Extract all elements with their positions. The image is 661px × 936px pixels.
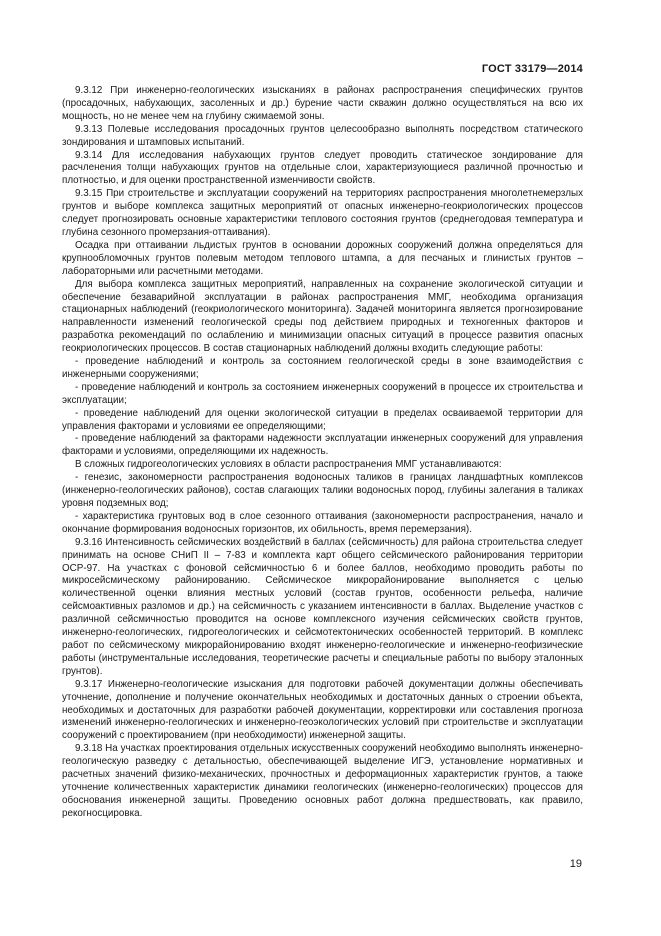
list-item-monitoring-3: - проведение наблюдений для оценки экологической ситуации в пределах осваиваемой территории для управления факторами и условиями ее определяющими; xyxy=(62,407,583,432)
list-item-hydrogeology-2: - характеристика грунтовых вод в слое сезонного оттаивания (закономерности распространения, начало и окончание формирования водоносных горизонтов, их обильность, время перемерзания). xyxy=(62,510,583,535)
paragraph-9-3-15: 9.3.15 При строительстве и эксплуатации сооружений на территориях распространения многолетнемерзлых грунтов и выборе комплекса защитных мероприятий от опасных инженерно-геокриологических процессов следует прогнозировать основные характеристики теплового состояния грунтов (среднегодовая температура и глубина сезонного промерзания-оттаивания). xyxy=(62,188,583,238)
paragraph-9-3-13: 9.3.13 Полевые исследования просадочных грунтов целесообразно выполнять посредством статического зондирования и штамповых испытаний. xyxy=(62,123,583,148)
paragraph-9-3-12: 9.3.12 При инженерно-геологических изысканиях в районах распространения специфических грунтов (просадочных, набухающих, засоленных и др.) бурение части скважин должно осуществляться на всю их мощность, но не менее чем на глубину сжимаемой зоны. xyxy=(62,85,583,122)
paragraph-hydrogeology: В сложных гидрогеологических условиях в области распространения ММГ устанавливаются: xyxy=(75,459,502,471)
list-item-hydrogeology-1: - генезис, закономерности распространения водоносных таликов в границах ландшафтных комплексов (инженерно-геологических районов), состав слагающих талики водоносных пород, глубины залегания в таликах уровня подземных вод; xyxy=(62,472,583,509)
paragraph-9-3-18: 9.3.18 На участках проектирования отдельных искусственных сооружений необходимо выполнять инженерно-геологическую разведку с детальностью, обеспечивающей выделение ИГЭ, установление нормативных и расчетных значений физико-механических, прочностных и деформационных характеристик грунтов, а также уточнение количественных характеристик динамики геологических (инженерно-геологических) процессов для обоснования инженерной защиты. Проведению основных работ должна предшествовать, как правило, рекогносцировка. xyxy=(62,743,583,819)
body-text xyxy=(62,85,583,821)
list-item-monitoring-1: - проведение наблюдений и контроль за состоянием геологической среды в зоне взаимодействия с инженерными сооружениями; xyxy=(62,356,583,380)
paragraph-9-3-16: 9.3.16 Интенсивность сейсмических воздействий в баллах (сейсмичность) для района строительства следует принимать на основе СНиП II – 7-83 и комплекта карт общего сейсмического районирования территории ОСР-97. На участках с фоновой сейсмичностью 6 и более баллов, необходимо проводить работы по микросейсмическому районированию. Сейсмическое микрорайонирование выполняется с целью количественной оценки влияния местных условий (состав грунтов, особенности рельефа, наличие сейсмоактивных разломов и др.) на сейсмичность с указанием интенсивности в баллах. Выделение участков с различной сейсмичностью проводится на основе комплексного изучения сейсмических свойств грунтов, инженерно-геологических, гидрогеологических и сейсмотектонических особенностей территорий. В комплекс работ по сейсмическому микрорайонированию входят инженерно-геологические и инженерно-геофизические работы (инструментальные исследования, теоретические расчеты и специальные работы по выбору эталонных грунтов). xyxy=(62,536,583,677)
list-item-monitoring-4: - проведение наблюдений за факторами надежности эксплуатации инженерных сооружений для управления факторами и условиями, определяющими их надежность. xyxy=(62,433,583,458)
list-item-monitoring-2: - проведение наблюдений и контроль за состоянием инженерных сооружений в процессе их строительства и эксплуатации; xyxy=(62,381,583,406)
standard-code: ГОСТ 33179—2014 xyxy=(481,63,583,75)
paragraph-9-3-17: 9.3.17 Инженерно-геологические изыскания для подготовки рабочей документации должны обеспечивать уточнение, дополнение и получение окончательных необходимых и достаточных данных о строении объекта, необходимых и достаточных для разработки рабочей документации, корректировки или составления прогноза изменений инженерно-геологических и инженерно-геоэкологических условий при строительстве и эксплуатации сооружений с проектированием (при необходимости) инженерной защиты. xyxy=(62,678,583,742)
paragraph-9-3-14: 9.3.14 Для исследования набухающих грунтов следует проводить статическое зондирование для расчленения толщи набухающих грунтов на отдельные слои, характеризующиеся различной прочностью и плотностью, и для оценки пространственной изменчивости свойств. xyxy=(62,149,583,187)
page-number: 19 xyxy=(569,858,582,870)
paragraph-monitoring: Для выбора комплекса защитных мероприятий, направленных на сохранение экологической ситуации и обеспечение безаварийной эксплуатации в районах распространения ММГ, необходима организация стационарных наблюдений (геокриологического мониторинга). Задачей мониторинга является прогнозирование направленности изменений геологической среды под действием природных и техногенных факторов и разработка рекомендаций по ослаблению и минимизации опасных ситуаций в процессе развития опасных геокриологических процессов. В состав стационарных наблюдений должны входить следующие работы: xyxy=(62,278,583,355)
paragraph-thaw-settlement: Осадка при оттаивании льдистых грунтов в основании дорожных сооружений должна определяться для крупнообломочных грунтов полевым методом теплового штампа, а для песчаных и глинистых грунтов – лабораторными или расчетными методами. xyxy=(62,239,583,277)
